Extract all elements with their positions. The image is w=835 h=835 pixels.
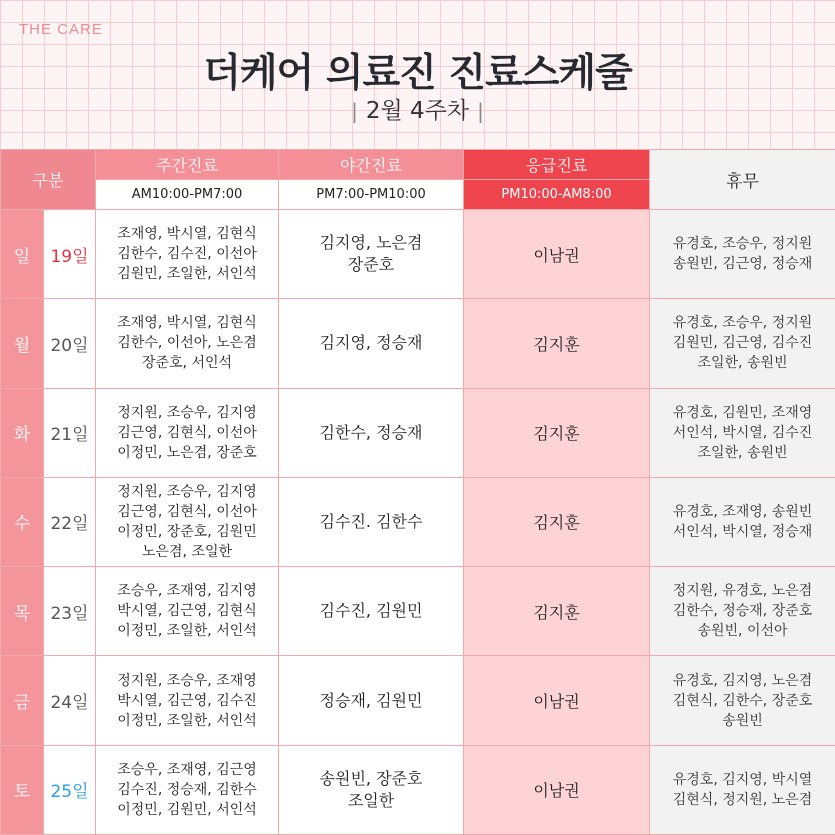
off-cell-line: 김한수, 정승재, 장준호	[672, 603, 813, 620]
day-shift-cell-line: 김수진, 정승재, 김한수	[117, 781, 257, 798]
day-shift-cell-line: 김원민, 조일한, 서인석	[117, 266, 257, 283]
off-cell	[650, 567, 835, 656]
day-shift-cell-line: 김근영, 김현식, 이선아	[117, 424, 257, 441]
off-cell	[650, 210, 835, 299]
brand-logo-text: THE CARE	[19, 21, 103, 38]
night-shift-cell-line: 조일한	[347, 790, 395, 810]
night-shift-cell	[279, 210, 464, 299]
date-cell: 25일	[44, 745, 96, 834]
subtitle-bar-right: |	[477, 99, 484, 123]
night-shift-cell	[279, 745, 464, 834]
time-night-shift: PM7:00-PM10:00	[279, 180, 464, 210]
off-cell	[650, 745, 835, 834]
schedule-row	[1, 388, 835, 477]
day-shift-cell-line: 이정민, 장준호, 김원민	[117, 523, 257, 540]
emergency-cell: 이남권	[464, 745, 650, 834]
off-cell	[650, 299, 835, 388]
date-cell: 23일	[44, 567, 96, 656]
off-cell-line: 조일한, 송원빈	[697, 444, 788, 461]
date-cell: 22일	[44, 477, 96, 566]
weekday-cell: 월	[1, 299, 44, 388]
day-shift-cell-line: 이정민, 노은겸, 장준호	[117, 444, 257, 461]
schedule-row	[1, 299, 835, 388]
schedule-table	[0, 149, 835, 835]
night-shift-cell-line: 김지영, 노은겸	[319, 233, 423, 253]
schedule-row	[1, 567, 835, 656]
off-cell-line: 조일한, 송원빈	[697, 355, 788, 372]
day-shift-cell-line: 이정민, 조일한, 서인석	[117, 712, 257, 729]
weekday-cell: 목	[1, 567, 44, 656]
emergency-cell: 김지훈	[464, 477, 650, 566]
off-cell-line: 유경호, 조재영, 송원빈	[672, 503, 813, 520]
day-shift-cell	[96, 299, 279, 388]
night-shift-cell	[279, 299, 464, 388]
date-cell: 20일	[44, 299, 96, 388]
day-shift-cell-line: 조승우, 조재영, 김근영	[117, 761, 257, 778]
day-shift-cell-line: 노은겸, 조일한	[141, 543, 233, 560]
day-shift-cell	[96, 210, 279, 299]
night-shift-cell-line: 김수진, 김원민	[319, 601, 423, 621]
off-cell-line: 송원빈, 이선아	[697, 623, 788, 640]
emergency-cell: 이남권	[464, 210, 650, 299]
date-cell: 19일	[44, 210, 96, 299]
emergency-cell: 이남권	[464, 656, 650, 745]
night-shift-cell	[279, 477, 464, 566]
off-cell-line: 유경호, 김지영, 박시열	[672, 771, 813, 788]
weekday-cell: 금	[1, 656, 44, 745]
day-shift-cell-line: 이정민, 조일한, 서인석	[117, 623, 257, 640]
day-shift-cell-line: 김한수, 이선아, 노은겸	[117, 335, 257, 352]
night-shift-cell-line: 김지영, 정승재	[319, 333, 423, 353]
day-shift-cell-line: 정지원, 조승우, 조재영	[117, 672, 257, 689]
header-off: 휴무	[650, 150, 835, 210]
off-cell	[650, 477, 835, 566]
day-shift-cell-line: 정지원, 조승우, 김지영	[117, 483, 257, 500]
off-cell-line: 송원빈	[722, 712, 763, 729]
off-cell-line: 서인석, 박시열, 김수진	[672, 424, 813, 441]
night-shift-cell-line: 정승재, 김원민	[319, 690, 423, 710]
weekday-cell: 토	[1, 745, 44, 834]
day-shift-cell	[96, 477, 279, 566]
night-shift-cell-line: 김수진. 김한수	[319, 511, 423, 531]
emergency-cell: 김지훈	[464, 388, 650, 477]
off-cell-line: 송원빈, 김근영, 정승재	[672, 256, 813, 273]
time-day-shift: AM10:00-PM7:00	[96, 180, 279, 210]
day-shift-cell-line: 박시열, 김근영, 김수진	[117, 692, 257, 709]
off-cell-line: 유경호, 김원민, 조재영	[672, 404, 813, 421]
off-cell-line: 김원민, 김근영, 김수진	[672, 335, 813, 352]
day-shift-cell-line: 정지원, 조승우, 김지영	[117, 404, 257, 421]
off-cell-line: 유경호, 조승우, 정지원	[672, 236, 813, 253]
schedule-row	[1, 210, 835, 299]
weekday-cell: 화	[1, 388, 44, 477]
day-shift-cell-line: 김근영, 김현식, 이선아	[117, 503, 257, 520]
header-day-shift: 주간진료	[96, 150, 279, 180]
off-cell-line: 정지원, 유경호, 노은겸	[672, 583, 813, 600]
weekday-cell: 수	[1, 477, 44, 566]
day-shift-cell-line: 장준호, 서인석	[141, 355, 233, 372]
day-shift-cell-line: 조재영, 박시열, 김현식	[117, 226, 257, 243]
subtitle-week: 2월 4주차	[365, 98, 470, 124]
night-shift-cell	[279, 388, 464, 477]
night-shift-cell-line: 송원빈, 장준호	[319, 768, 423, 788]
page-subtitle	[0, 92, 835, 125]
off-cell-line: 유경호, 김지영, 노은겸	[672, 672, 813, 689]
day-shift-cell-line: 조승우, 조재영, 김지영	[117, 583, 257, 600]
schedule-row	[1, 477, 835, 566]
page-title: 더케어 의료진 진료스케줄	[203, 51, 632, 96]
schedule-body	[1, 210, 835, 835]
date-cell: 21일	[44, 388, 96, 477]
night-shift-cell	[279, 656, 464, 745]
day-shift-cell	[96, 745, 279, 834]
header-gubun: 구분	[1, 150, 96, 210]
schedule-row	[1, 745, 835, 834]
date-cell: 24일	[44, 656, 96, 745]
day-shift-cell-line: 이정민, 김원민, 서인석	[117, 801, 257, 818]
night-shift-cell-line: 장준호	[347, 255, 395, 275]
day-shift-cell	[96, 388, 279, 477]
emergency-cell: 김지훈	[464, 567, 650, 656]
off-cell	[650, 656, 835, 745]
off-cell-line: 유경호, 조승우, 정지원	[672, 315, 813, 332]
header-emergency: 응급진료	[464, 150, 650, 180]
subtitle-bar-left: |	[351, 99, 358, 123]
weekday-cell: 일	[1, 210, 44, 299]
emergency-cell: 김지훈	[464, 299, 650, 388]
schedule-row	[1, 656, 835, 745]
off-cell-line: 서인석, 박시열, 정승재	[672, 523, 813, 540]
night-shift-cell-line: 김한수, 정승재	[319, 422, 423, 442]
day-shift-cell	[96, 656, 279, 745]
day-shift-cell	[96, 567, 279, 656]
day-shift-cell-line: 김한수, 김수진, 이선아	[117, 246, 257, 263]
night-shift-cell	[279, 567, 464, 656]
day-shift-cell-line: 조재영, 박시열, 김현식	[117, 315, 257, 332]
time-emergency: PM10:00-AM8:00	[464, 180, 650, 210]
off-cell-line: 김현식, 김한수, 장준호	[672, 692, 813, 709]
off-cell-line: 김현식, 정지원, 노은겸	[672, 791, 813, 808]
day-shift-cell-line: 박시열, 김근영, 김현식	[117, 603, 257, 620]
header-night-shift: 야간진료	[279, 150, 464, 180]
off-cell	[650, 388, 835, 477]
